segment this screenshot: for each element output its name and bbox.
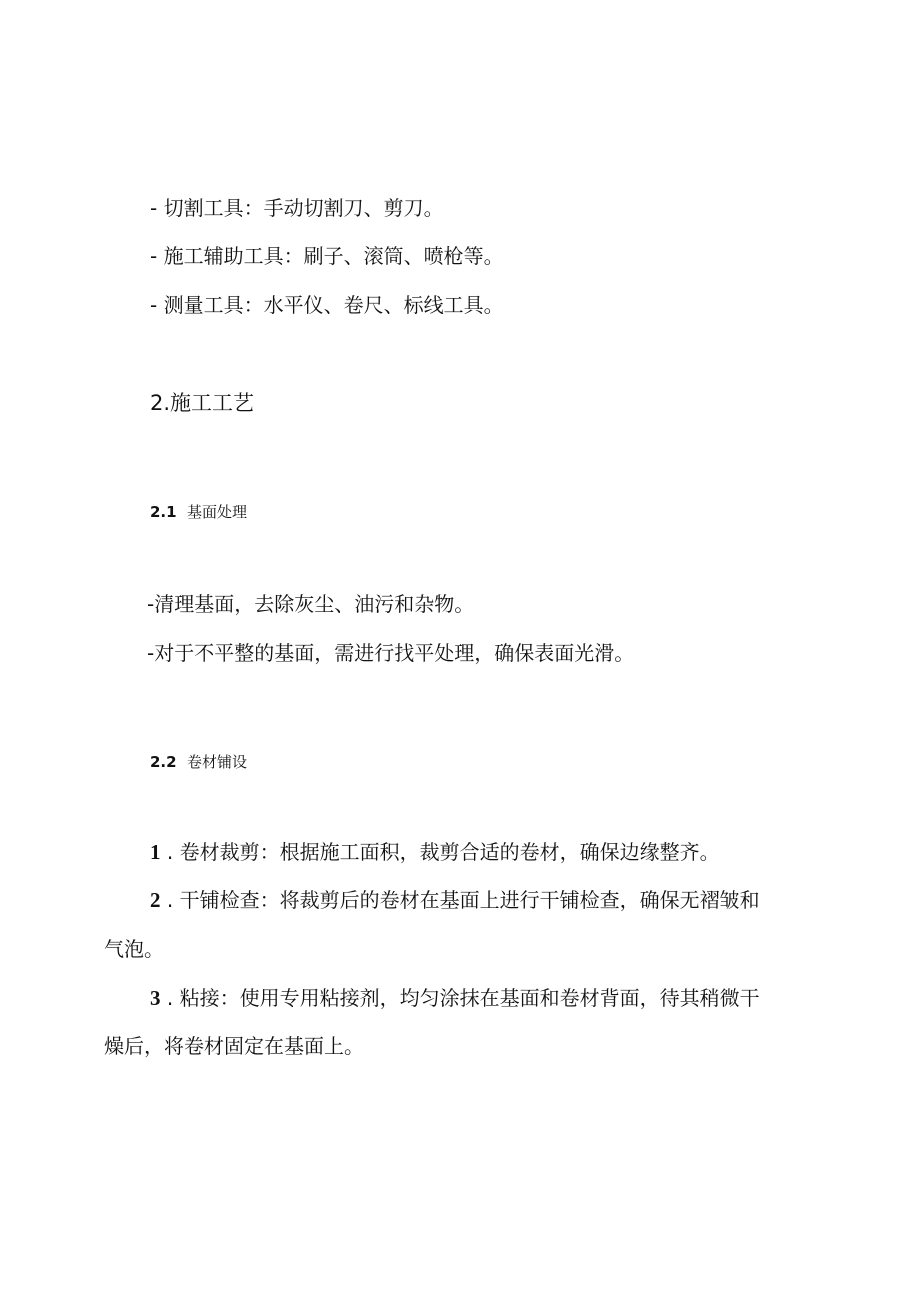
step-number: 3 [150, 986, 161, 1010]
subsection-title: 基面处理 [187, 503, 248, 521]
step-item-3 [150, 986, 760, 1010]
bullet-item: -清理基面，去除灰尘、油污和杂物。 [147, 592, 475, 616]
tool-item-auxiliary: - 施工辅助工具：刷子、滚筒、喷枪等。 [150, 244, 504, 268]
tool-item-measuring: - 测量工具：水平仪、卷尺、标线工具。 [150, 293, 504, 317]
step-number: 1 [150, 840, 161, 864]
step-continuation: 气泡。 [104, 937, 164, 961]
step-text: . 粘接：使用专用粘接剂，均匀涂抹在基面和卷材背面，待其稍微干 [160, 986, 760, 1010]
tool-item-cutting: - 切割工具：手动切割刀、剪刀。 [150, 196, 444, 220]
step-item-2 [150, 888, 760, 912]
step-continuation: 燥后，将卷材固定在基面上。 [104, 1034, 364, 1058]
step-number: 2 [150, 888, 161, 912]
subsection-title: 卷材铺设 [187, 753, 248, 771]
subsection-number: 2.2 [150, 753, 177, 771]
bullet-item: -对于不平整的基面，需进行找平处理，确保表面光滑。 [147, 641, 635, 665]
step-item-1 [150, 840, 720, 864]
section-title: 2.施工工艺 [150, 391, 255, 415]
subsection-number: 2.1 [150, 503, 177, 521]
step-text: . 卷材裁剪：根据施工面积，裁剪合适的卷材，确保边缘整齐。 [160, 840, 720, 864]
subsection-heading-2-2 [150, 750, 247, 774]
subsection-heading-2-1 [150, 500, 247, 524]
step-text: . 干铺检查：将裁剪后的卷材在基面上进行干铺检查，确保无褶皱和 [160, 888, 760, 912]
